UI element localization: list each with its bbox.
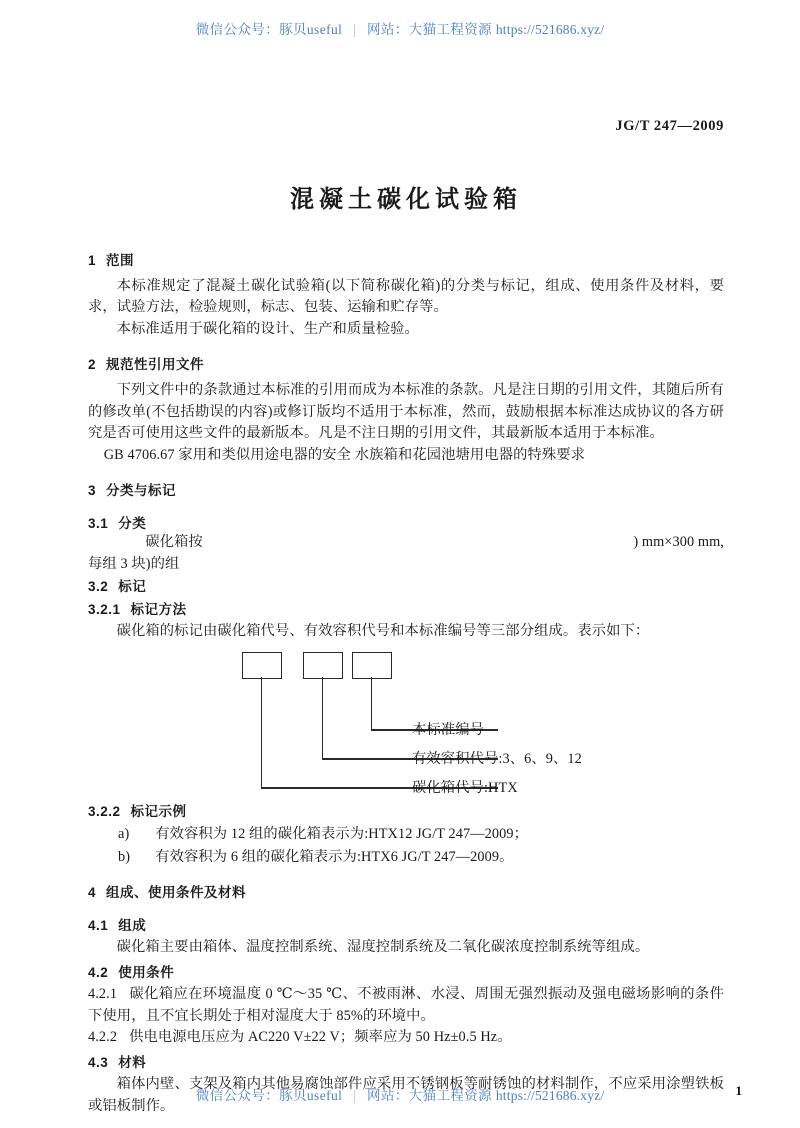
section-heading-3 xyxy=(88,479,724,499)
watermark-site-label: 网站：大猫工程资源 xyxy=(366,22,493,37)
section-title-4-2: 使用条件 xyxy=(118,965,175,981)
watermark-bottom-wechat-label: 微信公众号：豚贝useful xyxy=(195,1088,343,1103)
page-number: 1 xyxy=(735,1083,742,1098)
diagram-box-standard xyxy=(352,652,392,679)
section-number-3-1: 3.1 xyxy=(88,516,109,532)
diagram-box-volume xyxy=(303,652,343,679)
section-title-3-2: 标记 xyxy=(118,578,147,594)
diagram-leader-volume-vertical xyxy=(322,677,323,758)
clause-4-2-1-number: 4.2.1 xyxy=(88,986,118,1003)
section-3-2-1-paragraph-1: 碳化箱的标记由碳化箱代号、有效容积代号和本标准编号等三部分组成。表示如下： xyxy=(116,622,650,639)
section-4-3-paragraph-1: 箱体内壁、支架及箱内其他易腐蚀部件应采用不锈钢板等耐锈蚀的材料制作，不应采用涂塑铁板或铝板制作。 xyxy=(88,1076,724,1114)
watermark-separator: | xyxy=(353,22,357,37)
diagram-leader-code-vertical xyxy=(261,677,262,787)
section-number-3-2-1: 3.2.1 xyxy=(88,601,121,617)
section-number-1: 1 xyxy=(88,253,97,268)
clause-4-2-1 xyxy=(88,984,724,1027)
section-number-3-2-2: 3.2.2 xyxy=(88,804,121,820)
marking-example-item-a xyxy=(88,823,724,845)
section-title-3-1: 分类 xyxy=(118,516,147,532)
diagram-label-volume-code: 有效容积代号:3、6、9、12 xyxy=(412,751,582,768)
section-heading-4 xyxy=(88,881,724,901)
marking-example-a-letter: a) xyxy=(118,826,130,843)
classification-line-1 xyxy=(88,532,724,553)
watermark-bottom-separator: | xyxy=(353,1088,357,1103)
diagram-box-code xyxy=(242,652,282,679)
section-heading-1 xyxy=(88,249,724,269)
section-heading-3-2 xyxy=(88,575,724,595)
diagram-label-standard-number: 本标准编号 xyxy=(412,722,484,739)
clause-4-2-2 xyxy=(88,1027,724,1048)
section-heading-4-1 xyxy=(88,914,724,934)
section-heading-3-2-1 xyxy=(88,598,724,618)
marking-example-b-letter: b) xyxy=(118,848,131,865)
diagram-label-box-code: 碳化箱代号:HTX xyxy=(412,780,518,797)
section-title-2: 规范性引用文件 xyxy=(106,357,205,373)
watermark-bottom-site-label: 网站：大猫工程资源 xyxy=(366,1088,493,1103)
section-heading-3-2-2 xyxy=(88,800,724,820)
diagram-leader-standard-vertical xyxy=(371,677,372,729)
page-title: 混凝土碳化试验箱 xyxy=(290,186,522,213)
section-heading-3-1 xyxy=(88,512,724,532)
classification-line-1-start: 碳化箱按 xyxy=(145,534,203,551)
section-number-3-2: 3.2 xyxy=(88,578,109,594)
section-heading-2 xyxy=(88,353,724,373)
section-2-paragraph-1: 下列文件中的条款通过本标准的引用而成为本标准的条款。凡是注日期的引用文件，其随后所有的修改单(不包括勘误的内容)或修订版均不适用于本标准，然而，鼓励根据本标准达成协议的各方研究是否可使用这些文件的最新版本。凡是不注日期的引用文件，其最新版本适用于本标准。 xyxy=(88,382,724,442)
classification-line-1-end: ) mm×300 mm, xyxy=(633,534,724,551)
section-number-4: 4 xyxy=(88,884,97,900)
section-title-4-1: 组成 xyxy=(118,917,147,933)
section-number-4-3: 4.3 xyxy=(88,1055,109,1071)
section-title-3-2-1: 标记方法 xyxy=(130,601,187,617)
section-heading-4-3 xyxy=(88,1051,724,1071)
standard-number: JG/T 247—2009 xyxy=(615,118,724,134)
clause-4-2-2-text: 供电电源电压应为 AC220 V±22 V；频率应为 50 Hz±0.5 Hz。 xyxy=(129,1029,512,1045)
section-3-1-classification-text xyxy=(88,532,724,575)
clause-4-2-2-number: 4.2.2 xyxy=(88,1029,118,1045)
normative-reference-gb470667: GB 4706.67 家用和类似用途电器的安全 水族箱和花园池塘用电器的特殊要求 xyxy=(103,446,586,463)
section-title-4: 组成、使用条件及材料 xyxy=(106,884,247,900)
section-number-3: 3 xyxy=(88,483,97,499)
document-content xyxy=(88,0,724,1117)
section-number-4-1: 4.1 xyxy=(88,917,109,933)
marking-example-a-text: 有效容积为 12 组的碳化箱表示为:HTX12 JG/T 247—2009； xyxy=(155,826,529,843)
section-title-1: 范围 xyxy=(106,253,135,268)
watermark-bottom-url: https://521686.xyz/ xyxy=(495,1088,605,1103)
clause-4-2-1-text: 碳化箱应在环境温度 0 ℃～35 ℃、不被雨淋、水浸、周围无强烈振动及强电磁场影响的条件下使用，且不宜长期处于相对湿度大于 85%的环境中。 xyxy=(88,986,724,1024)
watermark-url: https://521686.xyz/ xyxy=(495,22,605,37)
section-title-3: 分类与标记 xyxy=(106,483,177,499)
section-title-3-2-2: 标记示例 xyxy=(130,804,187,820)
classification-line-2: 每组 3 块)的组 xyxy=(88,555,180,572)
section-title-4-3: 材料 xyxy=(118,1055,147,1071)
watermark-wechat-label: 微信公众号：豚贝useful xyxy=(195,22,343,37)
section-number-4-2: 4.2 xyxy=(88,965,109,981)
marking-example-b-text: 有效容积为 6 组的碳化箱表示为:HTX6 JG/T 247—2009。 xyxy=(155,848,514,865)
section-1-paragraph-1: 本标准规定了混凝土碳化试验箱(以下简称碳化箱)的分类与标记，组成、使用条件及材料，要求，试验方法，检验规则，标志、包装、运输和贮存等。 xyxy=(88,278,724,316)
section-heading-4-2 xyxy=(88,961,724,981)
watermark-bottom xyxy=(0,1084,800,1104)
marking-example-item-b xyxy=(88,846,724,868)
section-1-paragraph-2: 本标准适用于碳化箱的设计、生产和质量检验。 xyxy=(116,320,419,337)
section-number-2: 2 xyxy=(88,357,97,373)
marking-composition-diagram xyxy=(88,648,724,797)
section-4-1-paragraph-1: 碳化箱主要由箱体、温度控制系统、湿度控制系统及二氧化碳浓度控制系统等组成。 xyxy=(116,938,650,955)
